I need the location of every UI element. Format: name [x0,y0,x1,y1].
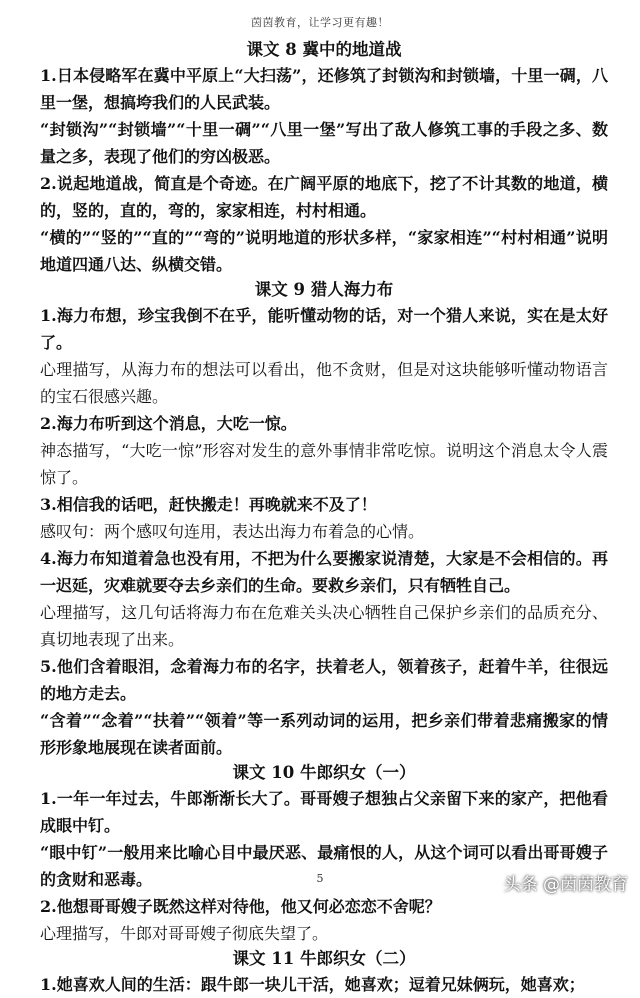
watermark [504,870,628,895]
paragraph: 3.相信我的话吧，赶快搬走！再晚就来不及了！ [40,495,377,514]
annotation: 心理描写，牛郎对哥哥嫂子彻底失望了。 [40,924,329,943]
page-number: 5 [316,872,324,885]
paragraph: “横的”“竖的”“直的”“弯的”说明地道的形状多样，“家家相连”“村村相通”说明地道四通八达、纵横交错。 [40,228,608,274]
annotation: 神态描写，“大吃一惊”形容对发生的意外事情非常吃惊。说明这个消息太令人震惊了。 [40,441,608,487]
paragraph: “眼中钉”一般用来比喻心目中最厌恶、最痛恨的人，从这个词可以看出哥哥嫂子的贪财和恶毒。 [40,843,608,889]
lesson-title: 课文 11 牛郎织女（二） [232,949,416,968]
lesson-title: 课文 8 冀中的地道战 [246,40,402,59]
paragraph: 2.海力布听到这个消息，大吃一惊。 [40,414,297,433]
page-header: 茵茵教育，让学习更有趣！ [251,16,389,29]
paragraph: “含着”“念着”“扶着”“领着”等一系列动词的运用，把乡亲们带着悲痛搬家的情形形象地展现在读者面前。 [40,711,608,757]
document-content [40,38,608,998]
paragraph: 2.他想哥哥嫂子既然这样对待他，他又何必恋恋不舍呢？ [40,897,441,916]
paragraph: 4.海力布知道着急也没有用，不把为什么要搬家说清楚，大家是不会相信的。再一迟延，灾难就要夺去乡亲们的生命。要救乡亲们，只有牺牲自己。 [40,549,608,595]
paragraph: 1.日本侵略军在冀中平原上“大扫荡”，还修筑了封锁沟和封锁墙，十里一碉，八里一堡，想搞垮我们的人民武装。 [40,66,608,112]
paragraph: 1.她喜欢人间的生活：跟牛郎一块儿干活，她喜欢；逗着兄妹俩玩，她喜欢； [40,975,585,994]
paragraph: 5.他们含着眼泪，念着海力布的名字，扶着老人，领着孩子，赶着牛羊，往很远的地方走去。 [40,657,608,703]
paragraph: 1.海力布想，珍宝我倒不在乎，能听懂动物的话，对一个猎人来说，实在是太好了。 [40,306,608,352]
lesson-title: 课文 10 牛郎织女（一） [232,763,416,782]
annotation: 心理描写，从海力布的想法可以看出，他不贪财，但是对这块能够听懂动物语言的宝石很感兴趣。 [40,360,608,406]
lesson-title: 课文 9 猎人海力布 [254,280,394,299]
paragraph: 1.一年一年过去，牛郎渐渐长大了。哥哥嫂子想独占父亲留下来的家产，把他看成眼中钉。 [40,789,608,835]
paragraph: 2.说起地道战，简直是个奇迹。在广阔平原的地底下，挖了不计其数的地道，横的，竖的，直的，弯的，家家相连，村村相通。 [40,174,608,220]
annotation: 感叹句：两个感叹句连用，表达出海力布着急的心情。 [40,522,425,541]
paragraph: “封锁沟”“封锁墙”“十里一碉”“八里一堡”写出了敌人修筑工事的手段之多、数量之多，表现了他们的穷凶极恶。 [40,120,608,166]
watermark-text: 头条 @茵茵教育 [503,875,628,895]
annotation: 心理描写，这几句话将海力布在危难关头决心牺牲自己保护乡亲们的品质充分、真切地表现了出来。 [40,603,608,649]
